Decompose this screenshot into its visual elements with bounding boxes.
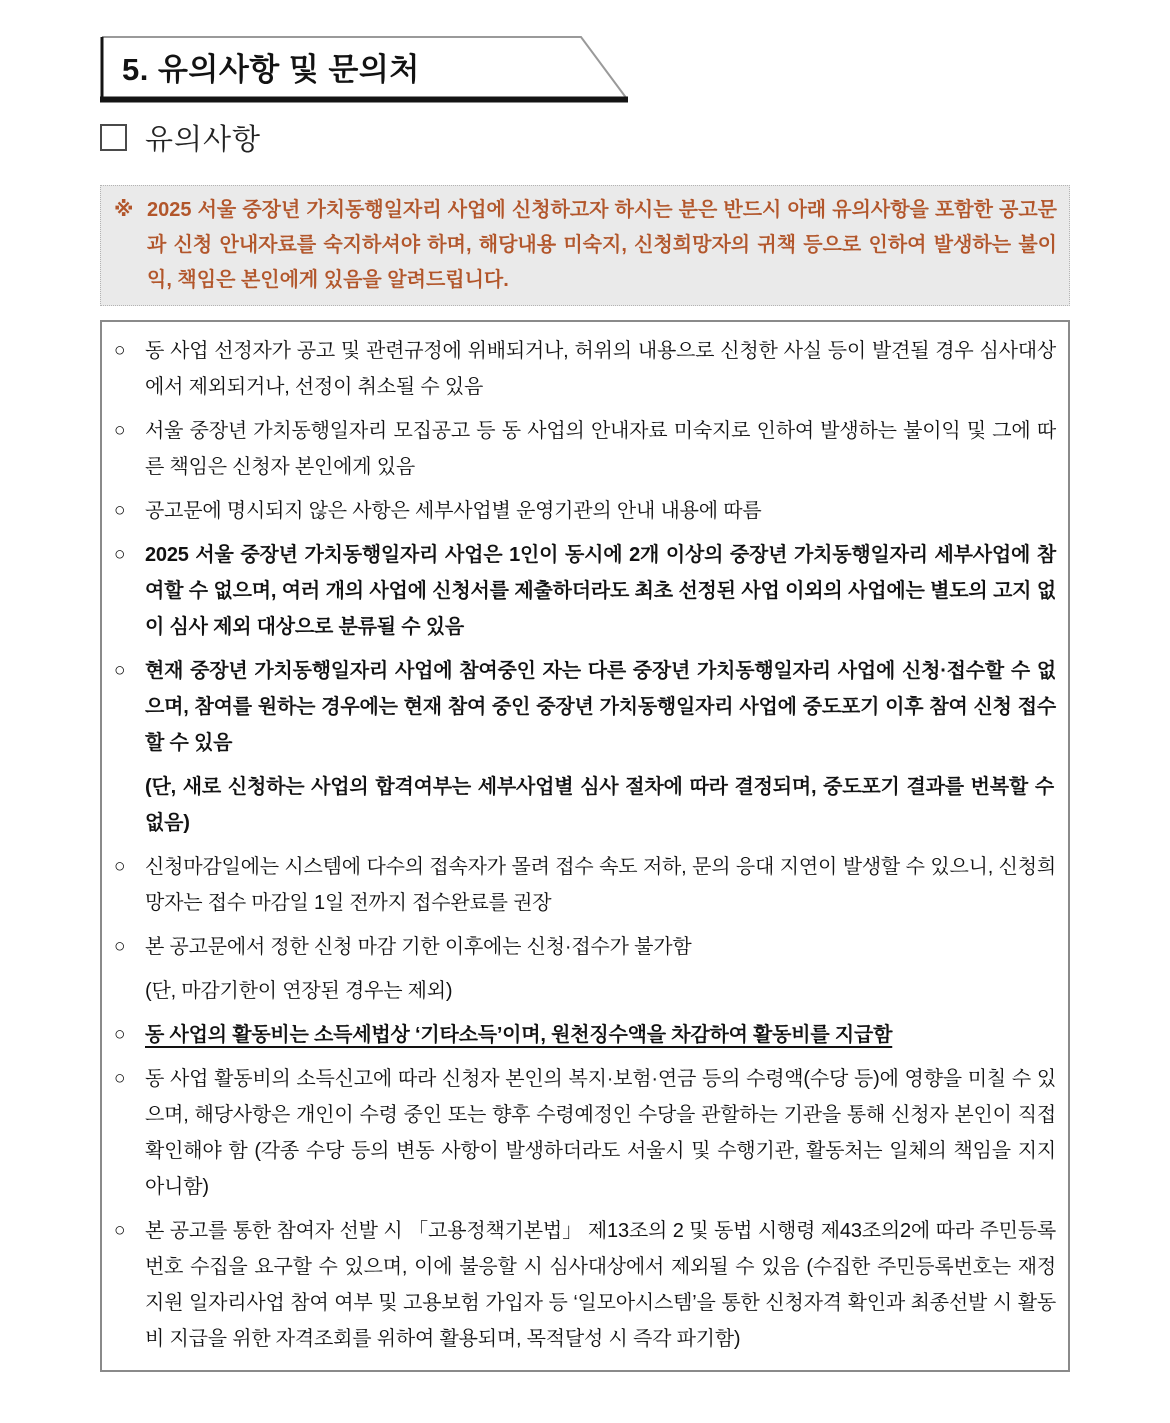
note-text: 동 사업의 활동비는 소득세법상 ‘기타소득’이며, 원천징수액을 차감하여 활동비를 지급함 xyxy=(145,1024,893,1046)
note-item xyxy=(114,653,1056,761)
note-item xyxy=(114,333,1056,405)
subsection-title: 유의사항 xyxy=(145,123,262,156)
section-title: 5. 유의사항 및 문의처 xyxy=(122,51,420,87)
bullet-circle-icon: ○ xyxy=(114,544,126,565)
note-item xyxy=(114,537,1056,645)
note-text: 동 사업 선정자가 공고 및 관련규정에 위배되거나, 허위의 내용으로 신청한 사실 등이 발견될 경우 심사대상에서 제외되거나, 선정이 취소될 수 있음 xyxy=(145,340,1056,398)
bullet-circle-icon: ○ xyxy=(114,856,126,877)
bullet-circle-icon: ○ xyxy=(114,1068,126,1089)
bullet-circle-icon: ○ xyxy=(114,660,126,681)
note-text: 본 공고를 통한 참여자 선발 시 「고용정책기본법」 제13조의 2 및 동법 시행령 제43조의2에 따라 주민등록번호 수집을 요구할 수 있으며, 이에 불응할 시 심사대상에서 제외될 수 있음 (수집한 주민등록번호는 재정 지원 일자리사업 참여 여부 및 고용보험 가입자 등 ‘일모아시스템’을 통한 신청자격 확인과 최종선발 시 활동비 지급을 위한 자격조회를 위하여 활용되며, 목적달성 시 즉각 파기함) xyxy=(145,1220,1056,1350)
note-text: 본 공고문에서 정한 신청 마감 기한 이후에는 신청·접수가 불가함 xyxy=(145,936,692,958)
notice-box xyxy=(100,185,1070,306)
note-text: 현재 중장년 가치동행일자리 사업에 참여중인 자는 다른 중장년 가치동행일자리 사업에 신청·접수할 수 없으며, 참여를 원하는 경우에는 현재 참여 중인 중장년 가치동행일자리 사업에 중도포기 이후 참여 신청 접수할 수 있음 xyxy=(145,660,1056,754)
note-item xyxy=(114,413,1056,485)
note-item xyxy=(114,1213,1056,1357)
bullet-circle-icon: ○ xyxy=(114,936,126,957)
note-item xyxy=(114,1017,1056,1053)
note-text: 2025 서울 중장년 가치동행일자리 사업은 1인이 동시에 2개 이상의 중장년 가치동행일자리 세부사업에 참여할 수 없으며, 여러 개의 사업에 신청서를 제출하더라도 최초 선정된 사업 이외의 사업에는 별도의 고지 없이 심사 제외 대상으로 분류될 수 있음 xyxy=(145,544,1056,638)
note-item xyxy=(114,1061,1056,1205)
checkbox-square-icon xyxy=(100,124,127,151)
note-subnote: (단, 새로 신청하는 사업의 합격여부는 세부사업별 심사 절차에 따라 결정되며, 중도포기 결과를 번복할 수 없음) xyxy=(145,776,1054,834)
note-text: 공고문에 명시되지 않은 사항은 세부사업별 운영기관의 안내 내용에 따름 xyxy=(145,500,762,522)
reference-mark-icon: ※ xyxy=(114,199,134,221)
bullet-circle-icon: ○ xyxy=(114,1024,126,1045)
note-item xyxy=(114,929,1056,965)
note-subnote: (단, 마감기한이 연장된 경우는 제외) xyxy=(145,980,453,1002)
bullet-circle-icon: ○ xyxy=(114,340,126,361)
note-item xyxy=(114,493,1056,529)
note-text: 동 사업 활동비의 소득신고에 따라 신청자 본인의 복지·보험·연금 등의 수령액(수당 등)에 영향을 미칠 수 있으며, 해당사항은 개인이 수령 중인 또는 향후 수령예정인 수당을 관할하는 기관을 통해 신청자 본인이 직접 확인해야 함 (각종 수당 등의 변동 사항이 발생하더라도 서울시 및 수행기관, 활동처는 일체의 책임을 지지 아니함) xyxy=(145,1068,1056,1198)
bullet-circle-icon: ○ xyxy=(114,420,126,441)
note-text: 신청마감일에는 시스템에 다수의 접속자가 몰려 접수 속도 저하, 문의 응대 지연이 발생할 수 있으니, 신청희망자는 접수 마감일 1일 전까지 접수완료를 권장 xyxy=(145,856,1056,914)
bullet-circle-icon: ○ xyxy=(114,500,126,521)
notice-text: 2025 서울 중장년 가치동행일자리 사업에 신청하고자 하시는 분은 반드시 아래 유의사항을 포함한 공고문과 신청 안내자료를 숙지하셔야 하며, 해당내용 미숙지, 신청희망자의 귀책 등으로 인하여 발생하는 불이익, 책임은 본인에게 있음을 알려드립니다. xyxy=(147,199,1057,291)
subsection-heading xyxy=(100,116,1170,158)
section-banner xyxy=(100,35,630,103)
notes-box xyxy=(100,320,1070,1372)
note-item xyxy=(114,849,1056,921)
note-text: 서울 중장년 가치동행일자리 모집공고 등 동 사업의 안내자료 미숙지로 인하여 발생하는 불이익 및 그에 따른 책임은 신청자 본인에게 있음 xyxy=(145,420,1056,478)
bullet-circle-icon: ○ xyxy=(114,1220,126,1241)
